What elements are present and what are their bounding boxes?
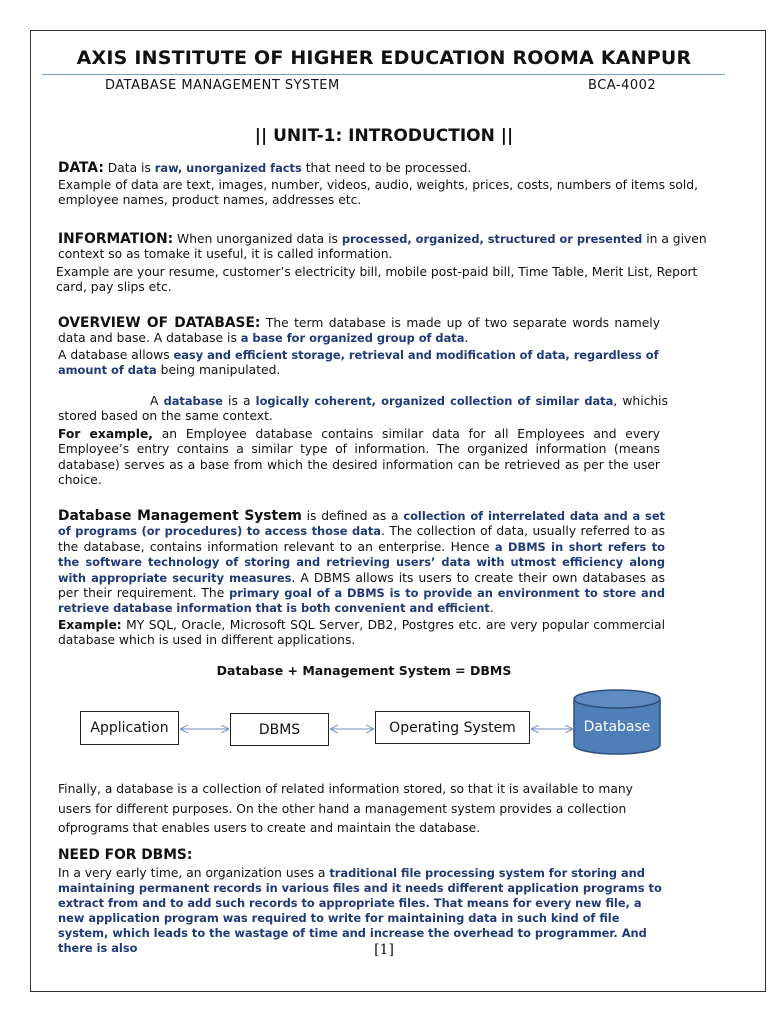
information-label: INFORMATION: [58,231,174,247]
dbms-label: Database Management System [58,508,302,524]
information-examples: Example are your resume, customer’s electricity bill, mobile post-paid bill, Time Table, Merit List, Report card, pay slips etc. [56,265,698,295]
dbms-box: DBMS [230,713,329,746]
unit-title: || UNIT-1: INTRODUCTION || [254,126,514,146]
information-definition: INFORMATION: When unorganized data is processed, organized, structured or presented in a given context so as tomake it useful, it is called information. [58,231,707,262]
course-code: BCA-4002 [588,78,657,93]
overview-storage: A database allows easy and efficient storage, retrieval and modification of data, regardless of amount of data being manipulated. [58,348,659,378]
overview-example: For example, an Employee database contains similar data for all Employees and every Employee’s entry contains a similar type of information. The organized information (means database) serves as a base from which the desired information can be retrieved as per the user choice. [58,427,660,488]
dbms-example-label: Example: [58,618,122,632]
page-number: [1] [374,942,394,958]
database-cylinder-label: Database [583,719,651,735]
institute-title: AXIS INSTITUTE OF HIGHER EDUCATION ROOMA KANPUR [76,47,692,69]
data-examples: Example of data are text, images, number, videos, audio, weights, prices, costs, numbers of items sold, employee names, product names, addresses etc. [58,178,699,208]
need-for-dbms-paragraph: In a very early time, an organization uses a traditional file processing system for storing and maintaining permanent records in various files and it needs different application programs to extract from and to add such records to appropriate files. That means for every new file, a new application program was required to write for maintaining data in such kind of file system, which leads to the wastage of time and increase the overhead to programmer. And there is also [58,866,662,955]
data-definition: DATA: Data is raw, unorganized facts that need to be processed. [58,160,472,176]
dbms-example: Example: MY SQL, Oracle, Microsoft SQL Server, DB2, Postgres etc. are very popular commercial database which is used in different applications. [58,618,665,648]
data-label: DATA: [58,160,104,176]
subject-name: DATABASE MANAGEMENT SYSTEM [105,78,340,93]
example-label: For example, [58,427,153,441]
overview-label: OVERVIEW OF DATABASE: [58,315,261,331]
overview-database-def: A database is a logically coherent, organized collection of similar data, whichis stored based on the same context. [58,394,669,424]
dbms-equation: Database + Management System = DBMS [216,663,512,678]
application-box: Application [80,711,179,745]
finally-paragraph: Finally, a database is a collection of related information stored, so that it is available to many users for different purposes. On the other hand a management system provides a collection ofprograms that enables users to create and maintain the database. [58,782,633,835]
operating-system-box: Operating System [375,711,530,744]
overview-definition: OVERVIEW OF DATABASE: The term database is made up of two separate words namely data and base. A database is a base for organized group of data. [58,315,660,346]
need-for-dbms-title: NEED FOR DBMS: [58,847,193,863]
dbms-definition: Database Management System is defined as a collection of interrelated data and a set of programs (or procedures) to access those data. The collection of data, usually referred to as the database, contains information relevant to an enterprise. Hence a DBMS in short refers to the software technology of storing and retrieving users’ data with utmost efficiency along with appropriate security measures. A DBMS allows its users to create their own databases as per their requirement. The primary goal of a DBMS is to provide an environment to store and retrieve database information that is both convenient and efficient. [58,508,665,616]
